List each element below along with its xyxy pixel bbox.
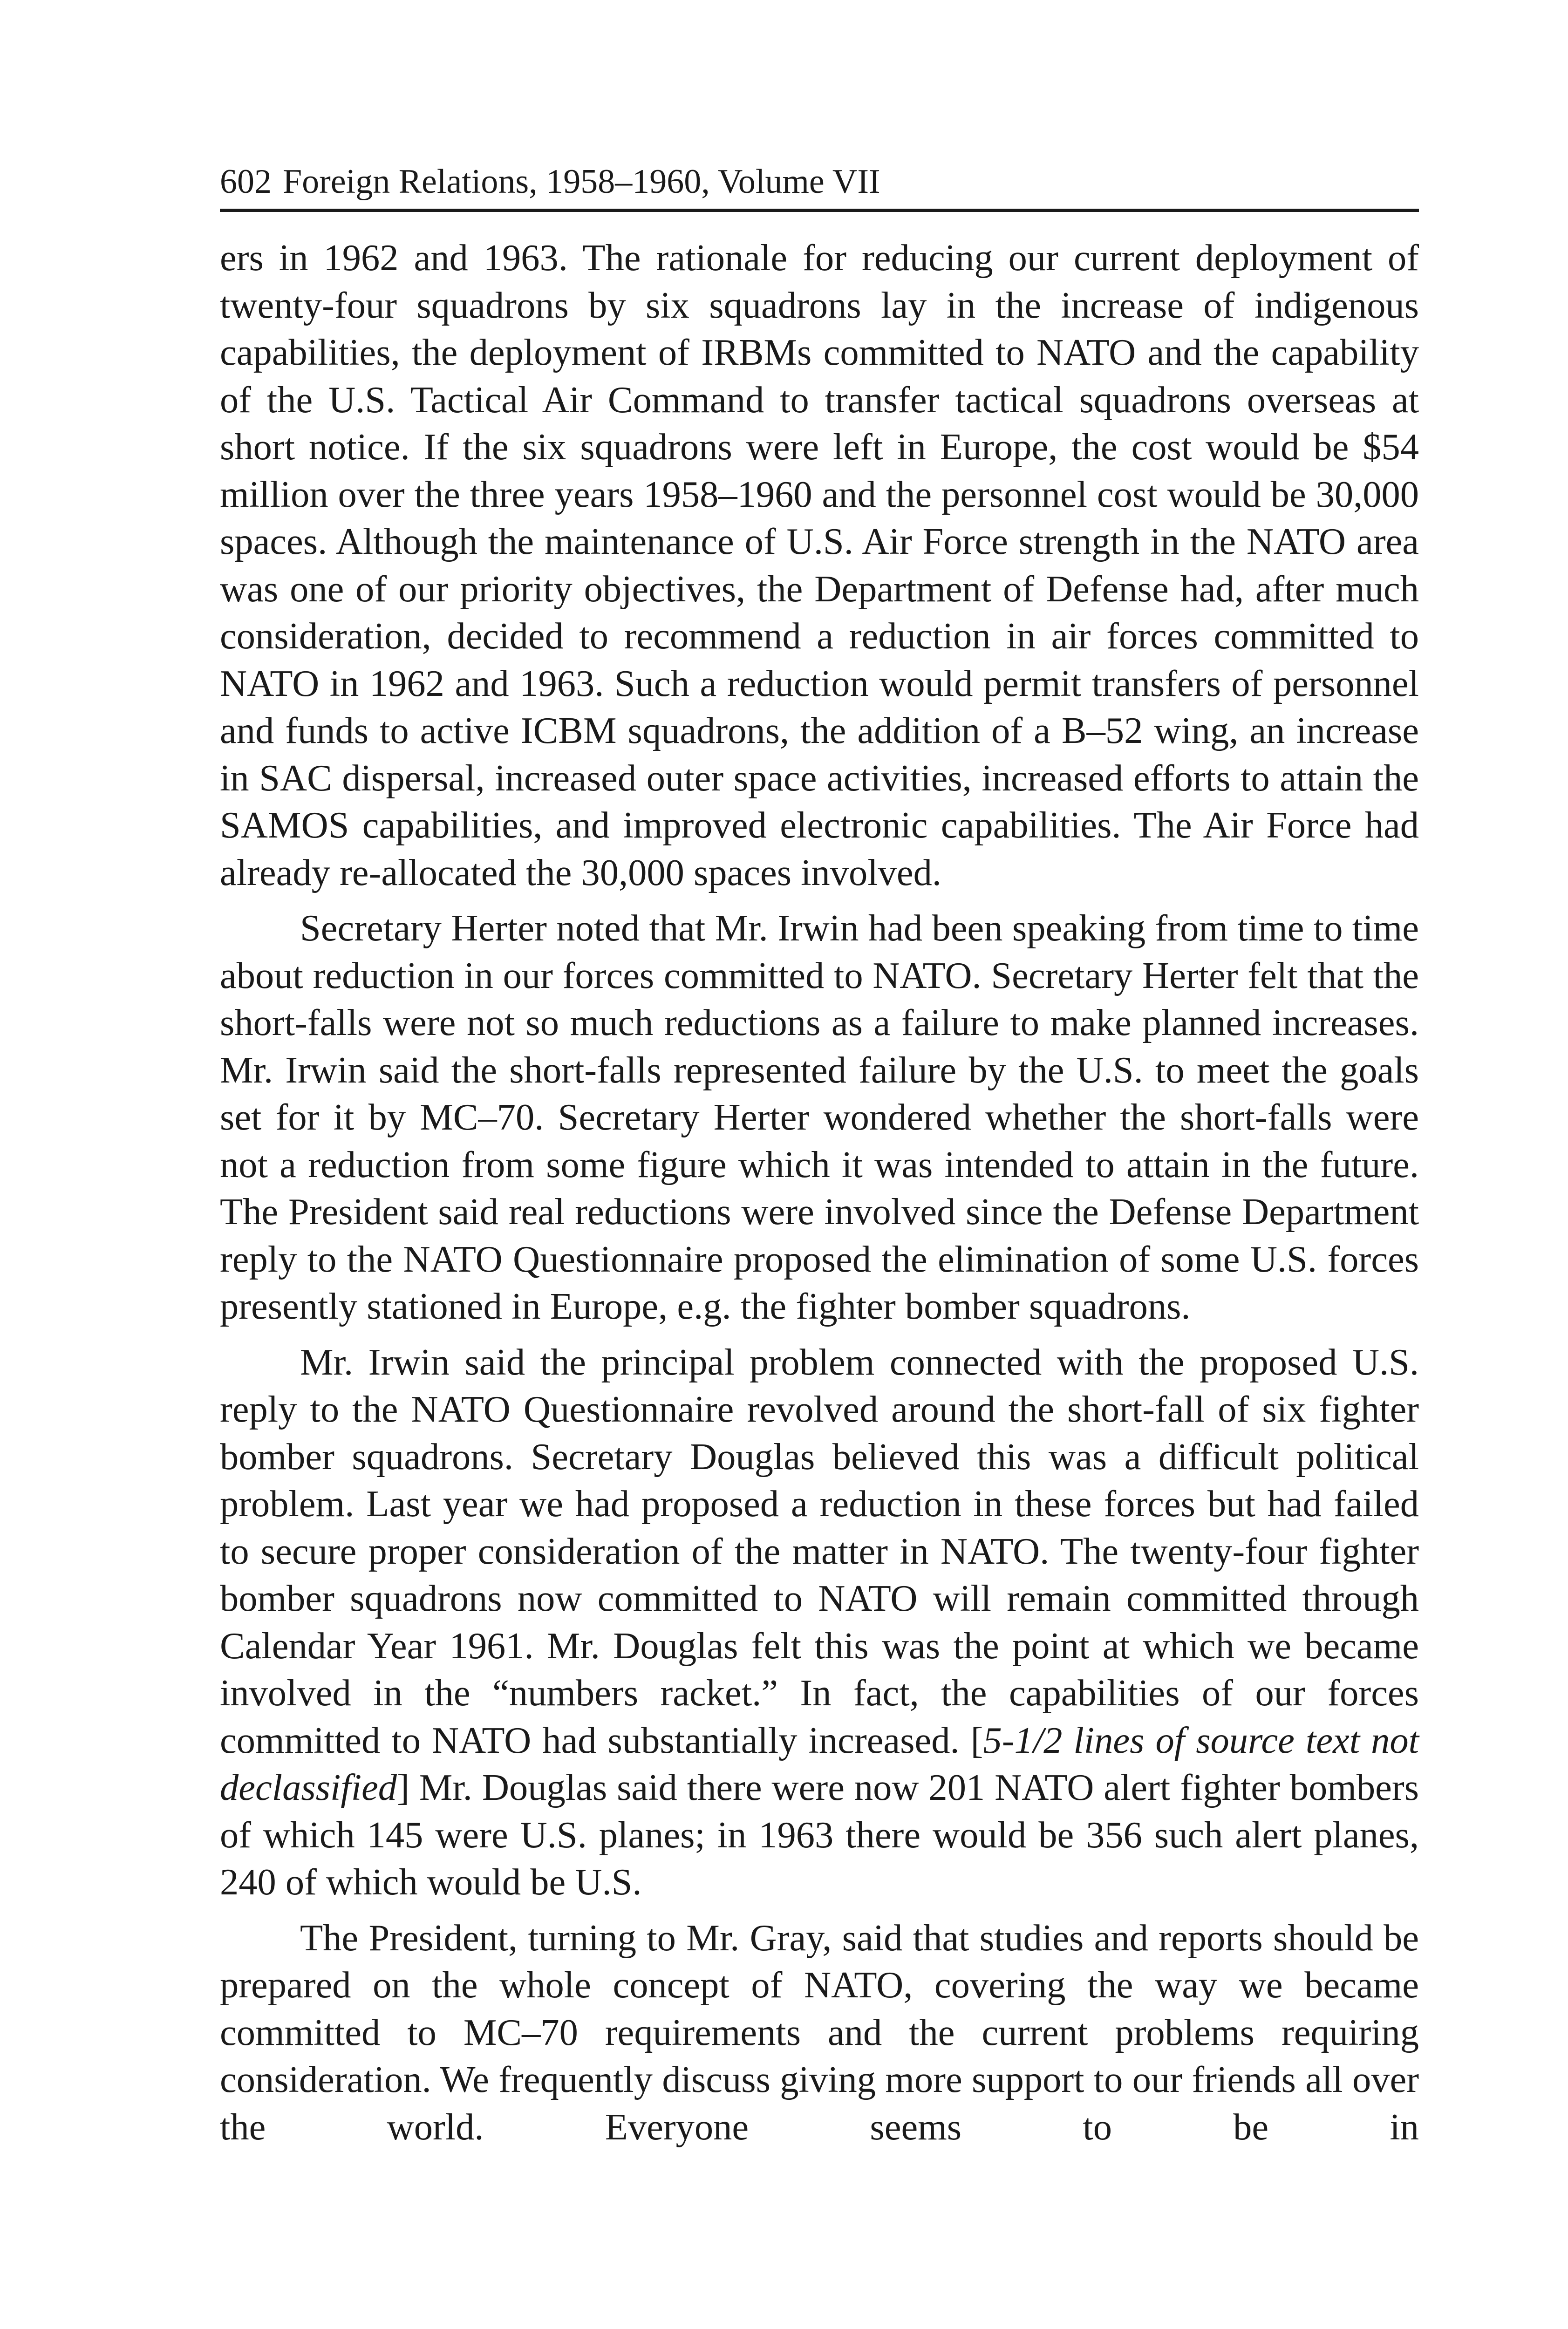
paragraph-3 <box>220 1339 1419 1906</box>
running-title: Foreign Relations, 1958–1960, Volume VII <box>283 163 880 201</box>
page-number: 602 <box>220 163 272 201</box>
paragraph-3-text: Mr. Irwin said the principal problem connected with the proposed U.S. reply to the NATO Questionnaire revolved around the short-fall of six fighter bomber squadrons. Secretary Douglas believed this was a difficult political problem. Last year we had proposed a reduction in these forces but had failed to secure proper consideration of the matter in NATO. The twenty-four fighter bomber squadrons now committed to NATO will remain committed through Calendar Year 1961. Mr. Douglas felt this was the point at which we became involved in the “numbers racket.” In fact, the capabilities of our forces committed to NATO had substantially increased. <box>220 1341 1419 1761</box>
header-rule <box>220 209 1419 212</box>
paragraph-1: ers in 1962 and 1963. The rationale for reducing our current deployment of twenty-four squadrons by six squadrons lay in the increase of indigenous capabilities, the deployment of IRBMs committed to NATO and the capability of the U.S. Tactical Air Command to transfer tactical squadrons overseas at short notice. If the six squadrons were left in Europe, the cost would be $54 million over the three years 1958–1960 and the personnel cost would be 30,000 spaces. Although the maintenance of U.S. Air Force strength in the NATO area was one of our priority objectives, the Department of Defense had, after much consideration, decided to recommend a reduction in air forces committed to NATO in 1962 and 1963. Such a reduction would permit transfers of personnel and funds to active ICBM squadrons, the addition of a B–52 wing, an increase in SAC dispersal, increased outer space activities, increased efforts to attain the SAMOS capabilities, and improved electronic capabilities. The Air Force had already re-allocated the 30,000 spaces involved. <box>220 237 1419 893</box>
running-header <box>220 158 1419 205</box>
paragraph-2: Secretary Herter noted that Mr. Irwin had been speaking from time to time about reduction in our forces committed to NATO. Secretary Herter felt that the short-falls were not so much reductions as a failure to make planned increases. Mr. Irwin said the short-falls represented failure by the U.S. to meet the goals set for it by MC–70. Secretary Herter wondered whether the short-falls were not a reduction from some figure which it was intended to attain in the future. The President said real reductions were involved since the Defense Department reply to the NATO Questionnaire proposed the elimination of some U.S. forces presently stationed in Europe, e.g. the fighter bomber squadrons. <box>220 907 1419 1327</box>
bracket-open: [ <box>970 1719 983 1761</box>
editorial-note: 5-1/2 lines of source text not declassified <box>220 1719 1419 1808</box>
bracket-close: ] <box>397 1767 409 1808</box>
body-text <box>220 234 1419 2151</box>
paragraph-4: The President, turning to Mr. Gray, said that studies and reports should be prepared on the whole concept of NATO, covering the way we became committed to MC–70 requirements and the current problems requiring consideration. We frequently discuss giving more support to our friends all over the world. Everyone seems to be in <box>220 1917 1419 2148</box>
paragraph-3-continued: Mr. Douglas said there were now 201 NATO alert fighter bombers of which 145 were U.S. planes; in 1963 there would be 356 such alert planes, 240 of which would be U.S. <box>220 1767 1419 1903</box>
document-page <box>220 158 1419 2151</box>
